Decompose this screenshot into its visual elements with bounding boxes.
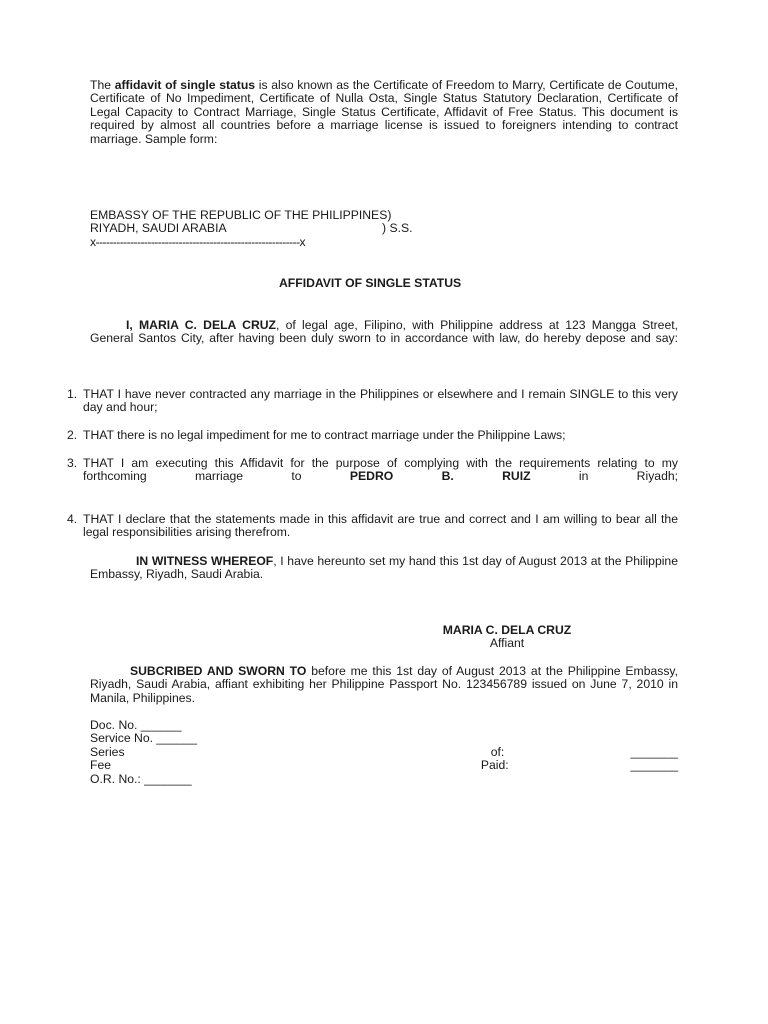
item-2-number: 2. (67, 428, 78, 442)
opening-paragraph (90, 319, 678, 346)
venue-city: RIYADH, SAUDI ARABIA (90, 221, 227, 236)
fee-blank: _______ (630, 758, 678, 773)
series-label: Series (90, 744, 125, 759)
venue-ss: ) S.S. (382, 221, 413, 236)
item-4-number: 4. (67, 512, 78, 526)
item-1-number: 1. (67, 387, 78, 401)
affiant-name-opening: I, MARIA C. DELA CRUZ (126, 318, 276, 332)
venue-line-1: EMBASSY OF THE REPUBLIC OF THE PHILIPPINES) (90, 208, 392, 222)
witness-heading: IN WITNESS WHEREOF (136, 554, 274, 568)
venue-separator: x-----------------------------------------------------------x (90, 234, 306, 249)
item-3-text-a: THAT I am executing this Affidavit for the purpose of complying with the requirements relating to my forthcoming marriage to (83, 456, 678, 484)
witness-paragraph (90, 555, 678, 582)
groom-name: PEDRO B. RUIZ (349, 469, 531, 484)
item-3 (83, 457, 678, 484)
item-4-text: THAT I declare that the statements made in this affidavit are true and correct and I am willing to bear all the legal responsibilities arising therefrom. (83, 512, 678, 540)
series-row (90, 746, 678, 759)
item-3-text-b: in Riyadh; (578, 469, 679, 484)
fee-row (90, 759, 678, 772)
or-no: O.R. No.: _______ (90, 771, 192, 786)
affiant-name: MARIA C. DELA CRUZ (442, 623, 572, 637)
venue-line-2 (90, 222, 678, 235)
jurat-heading: SUBCRIBED AND SWORN TO (130, 664, 307, 678)
intro-lead: The (90, 78, 112, 92)
fee-paid: Paid: (480, 758, 509, 773)
doc-no: Doc. No. ______ (90, 718, 182, 732)
signature-block (400, 624, 614, 651)
item-2-text: THAT there is no legal impediment for me to contract marriage under the Philippine Laws; (83, 428, 566, 442)
jurat-text: before me this 1st day of August 2013 at the Philippine Embassy, Riyadh, Saudi Arabia, affiant exhibiting her Philippine Passport No. 123456789 issued on June 7, 2010 in Manila, Philippines. (90, 664, 679, 705)
witness-text: , I have hereunto set my hand this 1st day of August 2013 at the Philippine Embassy, Riyadh, Saudi Arabia. (90, 554, 678, 582)
series-of: of: (490, 744, 505, 759)
item-1-text: THAT I have never contracted any marriage in the Philippines or elsewhere and I remain SINGLE to this very day and hour; (83, 387, 678, 415)
intro-term: affidavit of single status (114, 78, 256, 92)
intro-rest: is also known as the Certificate of Freedom to Marry, Certificate de Coutume, Certificate of No Impediment, Certificate of Nulla Osta, Single Status Statutory Declaration, Certificate of Legal Capacity to Contract Marriage, Single Status Certificate, Affidavit of Free Status. This document is required by almost all countries before a marriage license is issued to foreigners intending to contract marriage. Sample form: (90, 78, 678, 146)
jurat-paragraph (90, 665, 678, 705)
venue-block (90, 209, 678, 249)
item-2 (83, 429, 678, 442)
series-blank: _______ (630, 744, 678, 759)
fee-label: Fee (90, 758, 112, 773)
item-3-number: 3. (67, 456, 78, 470)
item-1 (83, 388, 678, 415)
opening-text: , of legal age, Filipino, with Philippine address at 123 Mangga Street, General Santos City, after having been duly sworn to in accordance with law, do hereby depose and say: (90, 318, 678, 346)
item-4 (83, 513, 678, 540)
intro-paragraph (90, 79, 678, 146)
notary-block (90, 719, 678, 786)
affiant-role: Affiant (489, 636, 525, 651)
service-no: Service No. ______ (90, 731, 198, 746)
document-title: AFFIDAVIT OF SINGLE STATUS (279, 276, 462, 290)
